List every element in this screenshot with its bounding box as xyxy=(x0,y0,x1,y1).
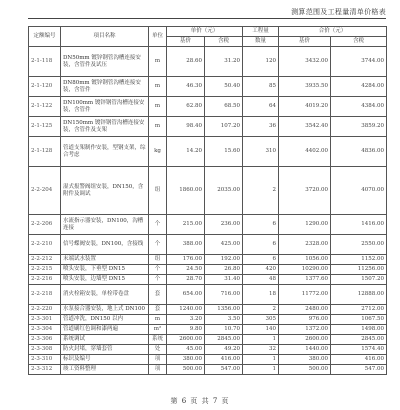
row-quantity: 120 xyxy=(243,47,279,77)
row-tax-price: 192.00 xyxy=(205,255,243,265)
row-total-tax: 1152.00 xyxy=(331,255,387,265)
row-total-tax: 12888.00 xyxy=(331,285,387,305)
row-total-tax: 547.00 xyxy=(331,365,387,375)
row-total-tax: 3744.00 xyxy=(331,47,387,77)
row-base-price: 388.00 xyxy=(167,235,205,255)
row-total-tax: 1574.40 xyxy=(331,345,387,355)
row-quantity: 140 xyxy=(243,325,279,335)
row-code: 2-3-310 xyxy=(29,355,61,365)
table-row xyxy=(29,275,387,285)
row-total-tax: 11256.00 xyxy=(331,265,387,275)
table-row xyxy=(29,265,387,275)
row-code: 2-3-304 xyxy=(29,325,61,335)
row-quantity: 6 xyxy=(243,235,279,255)
row-total-base: 10290.00 xyxy=(279,265,331,275)
row-base-price: 176.00 xyxy=(167,255,205,265)
row-total-base: 1440.00 xyxy=(279,345,331,355)
row-tax-price: 107.20 xyxy=(205,117,243,137)
row-tax-price: 3.50 xyxy=(205,315,243,325)
row-code: 2-3-306 xyxy=(29,335,61,345)
row-quantity: 6 xyxy=(243,255,279,265)
row-name: 消火栓箱安装，单栓带卷盘 xyxy=(61,285,149,305)
row-total-tax: 1067.50 xyxy=(331,315,387,325)
row-unit: kg xyxy=(149,137,167,167)
row-quantity: 420 xyxy=(243,265,279,275)
table-row xyxy=(29,365,387,375)
row-code: 2-2-210 xyxy=(29,235,61,255)
table-row xyxy=(29,215,387,235)
row-total-tax: 2550.00 xyxy=(331,235,387,255)
row-tax-price: 547.00 xyxy=(205,365,243,375)
table-row xyxy=(29,315,387,325)
table-row xyxy=(29,117,387,137)
row-base-price: 14.20 xyxy=(167,137,205,167)
row-name: DN50mm 镀锌钢管沟槽连接安装，含管件及试压 xyxy=(61,47,149,77)
row-code: 2-3-312 xyxy=(29,365,61,375)
row-base-price: 1860.00 xyxy=(167,167,205,215)
page-number: 第 6 页 共 7 页 xyxy=(170,397,230,405)
row-base-price: 24.50 xyxy=(167,265,205,275)
row-code: 2-2-212 xyxy=(29,255,61,265)
row-code: 2-2-220 xyxy=(29,305,61,315)
row-total-base: 3432.00 xyxy=(279,47,331,77)
row-total-tax: 4284.00 xyxy=(331,77,387,97)
row-base-price: 380.00 xyxy=(167,355,205,365)
row-total-base: 11772.00 xyxy=(279,285,331,305)
document-title: 测算范围及工程量清单价格表 xyxy=(291,8,386,16)
row-tax-price: 1356.00 xyxy=(205,305,243,315)
row-unit: 套 xyxy=(149,305,167,315)
row-unit: 个 xyxy=(149,275,167,285)
row-quantity: 64 xyxy=(243,97,279,117)
header-total-base: 基价 xyxy=(279,37,331,47)
row-quantity: 48 xyxy=(243,275,279,285)
header-rule xyxy=(28,18,386,19)
row-total-tax: 416.00 xyxy=(331,355,387,365)
table-row xyxy=(29,137,387,167)
row-tax-price: 49.20 xyxy=(205,345,243,355)
header-base-price: 基价 xyxy=(167,37,205,47)
row-name: 湿式报警阀组安装，DN150，含附件及调试 xyxy=(61,167,149,215)
row-quantity: 85 xyxy=(243,77,279,97)
row-total-tax: 3859.20 xyxy=(331,117,387,137)
row-name: 管道刷红色调和漆两遍 xyxy=(61,325,149,335)
table-header xyxy=(29,27,387,47)
row-base-price: 28.60 xyxy=(167,47,205,77)
row-total-tax: 4070.00 xyxy=(331,167,387,215)
row-unit: m xyxy=(149,97,167,117)
row-quantity: 1 xyxy=(243,335,279,345)
row-base-price: 28.70 xyxy=(167,275,205,285)
row-unit: m² xyxy=(149,325,167,335)
row-name: 信号蝶阀安装，DN100，含接线 xyxy=(61,235,149,255)
row-quantity: 1 xyxy=(243,365,279,375)
row-total-base: 2480.00 xyxy=(279,305,331,315)
header-tax-price: 含税 xyxy=(205,37,243,47)
table-row xyxy=(29,167,387,215)
row-name: 标识及编号 xyxy=(61,355,149,365)
table-body xyxy=(29,47,387,375)
row-quantity: 6 xyxy=(243,215,279,235)
row-name: 系统调试 xyxy=(61,335,149,345)
row-total-tax: 1507.20 xyxy=(331,275,387,285)
row-name: 水泵接合器安装，地上式 DN100 xyxy=(61,305,149,315)
header-quantity: 工程量 xyxy=(243,27,279,37)
quota-table xyxy=(28,26,387,375)
row-unit: m xyxy=(149,117,167,137)
row-base-price: 62.80 xyxy=(167,97,205,117)
row-code: 2-2-216 xyxy=(29,275,61,285)
row-quantity: 32 xyxy=(243,345,279,355)
row-total-base: 500.00 xyxy=(279,365,331,375)
row-tax-price: 68.50 xyxy=(205,97,243,117)
row-total-base: 4402.00 xyxy=(279,137,331,167)
row-code: 2-2-218 xyxy=(29,285,61,305)
row-total-tax: 1416.00 xyxy=(331,215,387,235)
row-tax-price: 236.00 xyxy=(205,215,243,235)
table-row xyxy=(29,77,387,97)
row-tax-price: 716.00 xyxy=(205,285,243,305)
row-code: 2-1-118 xyxy=(29,47,61,77)
row-code: 2-1-120 xyxy=(29,77,61,97)
row-code: 2-3-308 xyxy=(29,345,61,355)
row-quantity: 2 xyxy=(243,305,279,315)
row-quantity: 305 xyxy=(243,315,279,325)
row-tax-price: 416.00 xyxy=(205,355,243,365)
row-tax-price: 26.80 xyxy=(205,265,243,275)
row-unit: 组 xyxy=(149,167,167,215)
row-tax-price: 425.00 xyxy=(205,235,243,255)
row-base-price: 500.00 xyxy=(167,365,205,375)
row-unit: m xyxy=(149,77,167,97)
row-base-price: 98.40 xyxy=(167,117,205,137)
row-tax-price: 15.60 xyxy=(205,137,243,167)
row-tax-price: 2035.00 xyxy=(205,167,243,215)
row-total-base: 976.00 xyxy=(279,315,331,325)
row-unit: 项 xyxy=(149,365,167,375)
header-total-tax: 含税 xyxy=(331,37,387,47)
row-total-base: 1056.00 xyxy=(279,255,331,265)
row-quantity: 310 xyxy=(243,137,279,167)
row-total-base: 3720.00 xyxy=(279,167,331,215)
row-unit: 处 xyxy=(149,345,167,355)
row-unit: 组 xyxy=(149,255,167,265)
row-name: 喷头安装，下垂型 DN15 xyxy=(61,265,149,275)
row-code: 2-2-215 xyxy=(29,265,61,275)
row-base-price: 9.80 xyxy=(167,325,205,335)
table-row xyxy=(29,255,387,265)
row-tax-price: 31.40 xyxy=(205,275,243,285)
row-tax-price: 31.20 xyxy=(205,47,243,77)
row-tax-price: 2845.00 xyxy=(205,335,243,345)
table-row xyxy=(29,285,387,305)
row-total-tax: 1498.00 xyxy=(331,325,387,335)
row-unit: 个 xyxy=(149,235,167,255)
table-row xyxy=(29,305,387,315)
row-code: 2-3-301 xyxy=(29,315,61,325)
row-name: 管道冲洗，DN150 以内 xyxy=(61,315,149,325)
row-code: 2-2-204 xyxy=(29,167,61,215)
row-quantity: 1 xyxy=(243,355,279,365)
row-code: 2-2-206 xyxy=(29,215,61,235)
table-row xyxy=(29,335,387,345)
table-row xyxy=(29,345,387,355)
header-unit-price: 单价（元） xyxy=(167,27,243,37)
row-unit: 套 xyxy=(149,285,167,305)
table-row xyxy=(29,355,387,365)
row-name: DN100mm 镀锌钢管沟槽连接安装，含管件 xyxy=(61,97,149,117)
row-name: 竣工资料整理 xyxy=(61,365,149,375)
row-code: 2-1-128 xyxy=(29,137,61,167)
row-unit: 项 xyxy=(149,355,167,365)
row-tax-price: 10.70 xyxy=(205,325,243,335)
row-total-tax: 2712.00 xyxy=(331,305,387,315)
row-unit: 系统 xyxy=(149,335,167,345)
table-row xyxy=(29,325,387,335)
row-name: 管道支架制作安装，型钢支架，综合考虑 xyxy=(61,137,149,167)
row-base-price: 45.00 xyxy=(167,345,205,355)
row-code: 2-1-122 xyxy=(29,97,61,117)
row-unit: 个 xyxy=(149,265,167,275)
row-quantity: 2 xyxy=(243,167,279,215)
header-name: 项目名称 xyxy=(61,27,149,47)
row-base-price: 3.20 xyxy=(167,315,205,325)
row-base-price: 654.00 xyxy=(167,285,205,305)
row-total-base: 3542.40 xyxy=(279,117,331,137)
row-total-base: 4019.20 xyxy=(279,97,331,117)
row-total-base: 1290.00 xyxy=(279,215,331,235)
row-name: 水流指示器安装，DN100，沟槽连接 xyxy=(61,215,149,235)
row-name: DN80mm 镀锌钢管沟槽连接安装，含管件 xyxy=(61,77,149,97)
row-name: 防火封堵，穿墙套管 xyxy=(61,345,149,355)
row-base-price: 1240.00 xyxy=(167,305,205,315)
row-base-price: 2600.00 xyxy=(167,335,205,345)
row-quantity: 36 xyxy=(243,117,279,137)
header-total: 合价（元） xyxy=(279,27,387,37)
row-quantity: 18 xyxy=(243,285,279,305)
table-row xyxy=(29,97,387,117)
row-name: 喷头安装，边墙型 DN15 xyxy=(61,275,149,285)
row-total-base: 2328.00 xyxy=(279,235,331,255)
row-total-base: 380.00 xyxy=(279,355,331,365)
table-row xyxy=(29,235,387,255)
row-unit: m xyxy=(149,315,167,325)
row-code: 2-1-125 xyxy=(29,117,61,137)
row-total-base: 2600.00 xyxy=(279,335,331,345)
row-name: DN150mm 镀锌钢管沟槽连接安装，含管件及支架 xyxy=(61,117,149,137)
row-tax-price: 50.40 xyxy=(205,77,243,97)
row-unit: 个 xyxy=(149,215,167,235)
row-base-price: 46.30 xyxy=(167,77,205,97)
header-code: 定额编号 xyxy=(29,27,61,47)
row-base-price: 215.00 xyxy=(167,215,205,235)
row-total-base: 3935.50 xyxy=(279,77,331,97)
row-total-base: 1377.60 xyxy=(279,275,331,285)
row-name: 末端试水装置 xyxy=(61,255,149,265)
row-total-tax: 4836.00 xyxy=(331,137,387,167)
row-total-tax: 4384.00 xyxy=(331,97,387,117)
row-total-base: 1372.00 xyxy=(279,325,331,335)
header-qty: 数量 xyxy=(243,37,279,47)
table-row xyxy=(29,47,387,77)
row-total-tax: 2845.00 xyxy=(331,335,387,345)
row-unit: m xyxy=(149,47,167,77)
header-unit: 单位 xyxy=(149,27,167,47)
